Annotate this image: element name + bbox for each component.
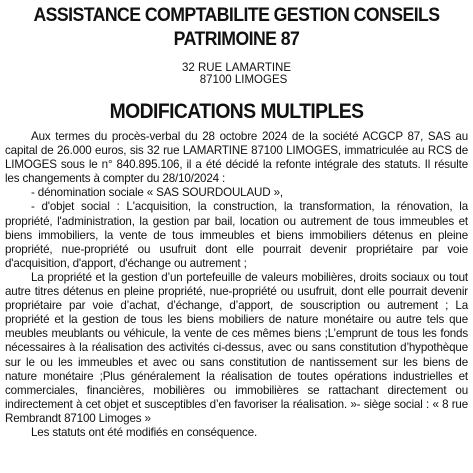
- paragraph-intro: Aux termes du procès-verbal du 28 octobre 2024 de la société ACGCP 87, SAS au capital de 26.000 euros, sis 32 rue LAMARTINE 87100 LIMOGES, immatriculée au RCS de LIMOGES sous le n° 840.895.106, il a été décidé la refonte intégrale des statuts. Il résulte les changements à compter du 28/10/2024 :: [5, 130, 468, 186]
- paragraph-conclusion: Les statuts ont été modifiés en conséquence.: [31, 425, 258, 439]
- paragraph-denomination: - dénomination sociale « SAS SOURDOULAUD »,: [31, 186, 283, 200]
- notice-body: [0, 130, 473, 440]
- paragraph-portefeuille: La propriété et la gestion d’un portefeuille de valeurs mobilières, droits sociaux ou tout autre titres détenus en pleine propriété, nue-propriété ou usufruit, dont elle pourrait devenir propriétaire par voie d’achat, d’échange, d’apport, de souscription ou autrement ; La propriété et la gestion de tous les biens mobiliers de nature monétaire ou autre tels que meubles meublants ou véhicule, la vente de ces mêmes biens ;L’emprunt de tous les fonds nécessaires à la réalisation des activités ci-dessus, avec ou sans constitution d’hypothèque sur le ou les immeubles et avec ou sans constitution de nantissement sur les biens de nature monétaire ;Plus généralement la réalisation de toutes opérations industrielles et commerciales, financières, mobilières ou immobilières se rattachant directement ou indirectement à cet objet et susceptibles d’en favoriser la réalisation. »- siège social : « 8 rue Rembrandt 87100 Limoges »: [5, 270, 468, 425]
- address-street: 32 RUE LAMARTINE: [181, 62, 292, 74]
- address-city: 87100 LIMOGES: [199, 74, 288, 86]
- company-address: [0, 62, 473, 86]
- company-title-line1: ASSISTANCE COMPTABILITE GESTION CONSEILS: [33, 5, 440, 26]
- company-title: [17, 0, 457, 52]
- company-title-line2: PATRIMOINE 87: [173, 29, 300, 50]
- paragraph-objet-social: - d'objet social : L'acquisition, la construction, la transformation, la rénovation, la propriété, l'administration, la gestion par bail, location ou autrement de tous immeubles et biens immobiliers, la vente de tous immeubles et biens immobiliers détenus en pleine propriété, nue-propriété ou usufruit dont elle pourrait devenir propriétaire par voie d'acquisition, d'apport, d'échange ou autrement ;: [5, 200, 468, 270]
- notice-heading: MODIFICATIONS MULTIPLES: [109, 100, 364, 123]
